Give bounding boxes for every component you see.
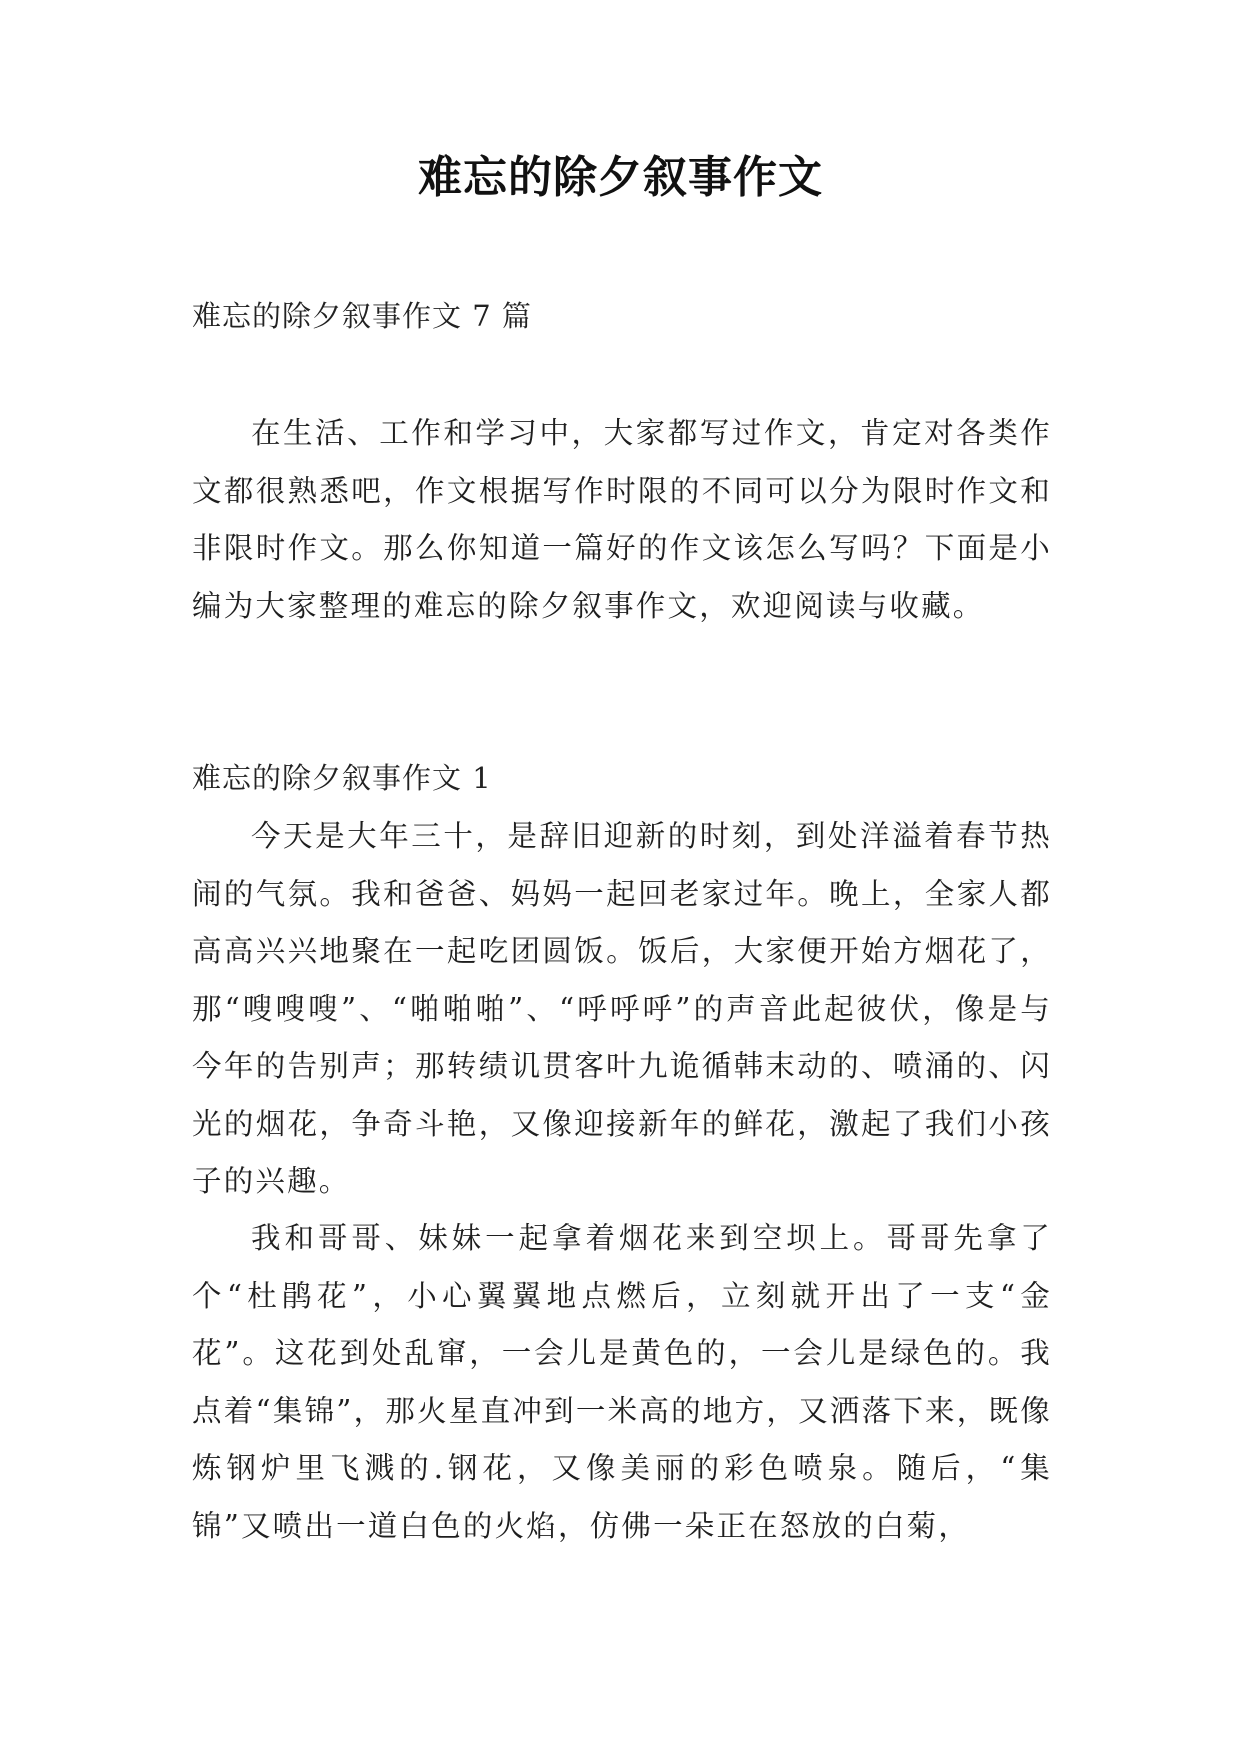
intro-paragraph: 在生活、工作和学习中，大家都写过作文，肯定对各类作文都很熟悉吧，作文根据写作时限的不同可以分为限时作文和非限时作文。那么你知道一篇好的作文该怎么写吗？下面是小编为大家整理的难忘的除夕叙事作文，欢迎阅读与收藏。 <box>192 416 1052 623</box>
section-paragraph-2: 我和哥哥、妹妹一起拿着烟花来到空坝上。哥哥先拿了个“杜鹃花”，小心翼翼地点燃后，立刻就开出了一支“金花”。这花到处乱窜，一会儿是黄色的，一会儿是绿色的。我点着“集锦”，那火星直冲到一米高的地方，又洒落下来，既像炼钢炉里飞溅的.钢花，又像美丽的彩色喷泉。随后，“集锦”又喷出一道白色的火焰，仿佛一朵正在怒放的白菊， <box>192 1221 1052 1543</box>
page-title: 难忘的除夕叙事作文 <box>418 152 823 203</box>
section-heading: 难忘的除夕叙事作文 1 <box>192 761 492 795</box>
document-subtitle: 难忘的除夕叙事作文 7 篇 <box>192 299 532 333</box>
section-paragraph-1: 今天是大年三十，是辞旧迎新的时刻，到处洋溢着春节热闹的气氛。我和爸爸、妈妈一起回老家过年。晚上，全家人都高高兴兴地聚在一起吃团圆饭。饭后，大家便开始方烟花了，那“嗖嗖嗖”、“啪啪啪”、“呼呼呼”的声音此起彼伏，像是与今年的告别声；那转绩讥贯客叶九诡循韩末动的、喷涌的、闪光的烟花，争奇斗艳，又像迎接新年的鲜花，激起了我们小孩子的兴趣。 <box>192 819 1052 1198</box>
